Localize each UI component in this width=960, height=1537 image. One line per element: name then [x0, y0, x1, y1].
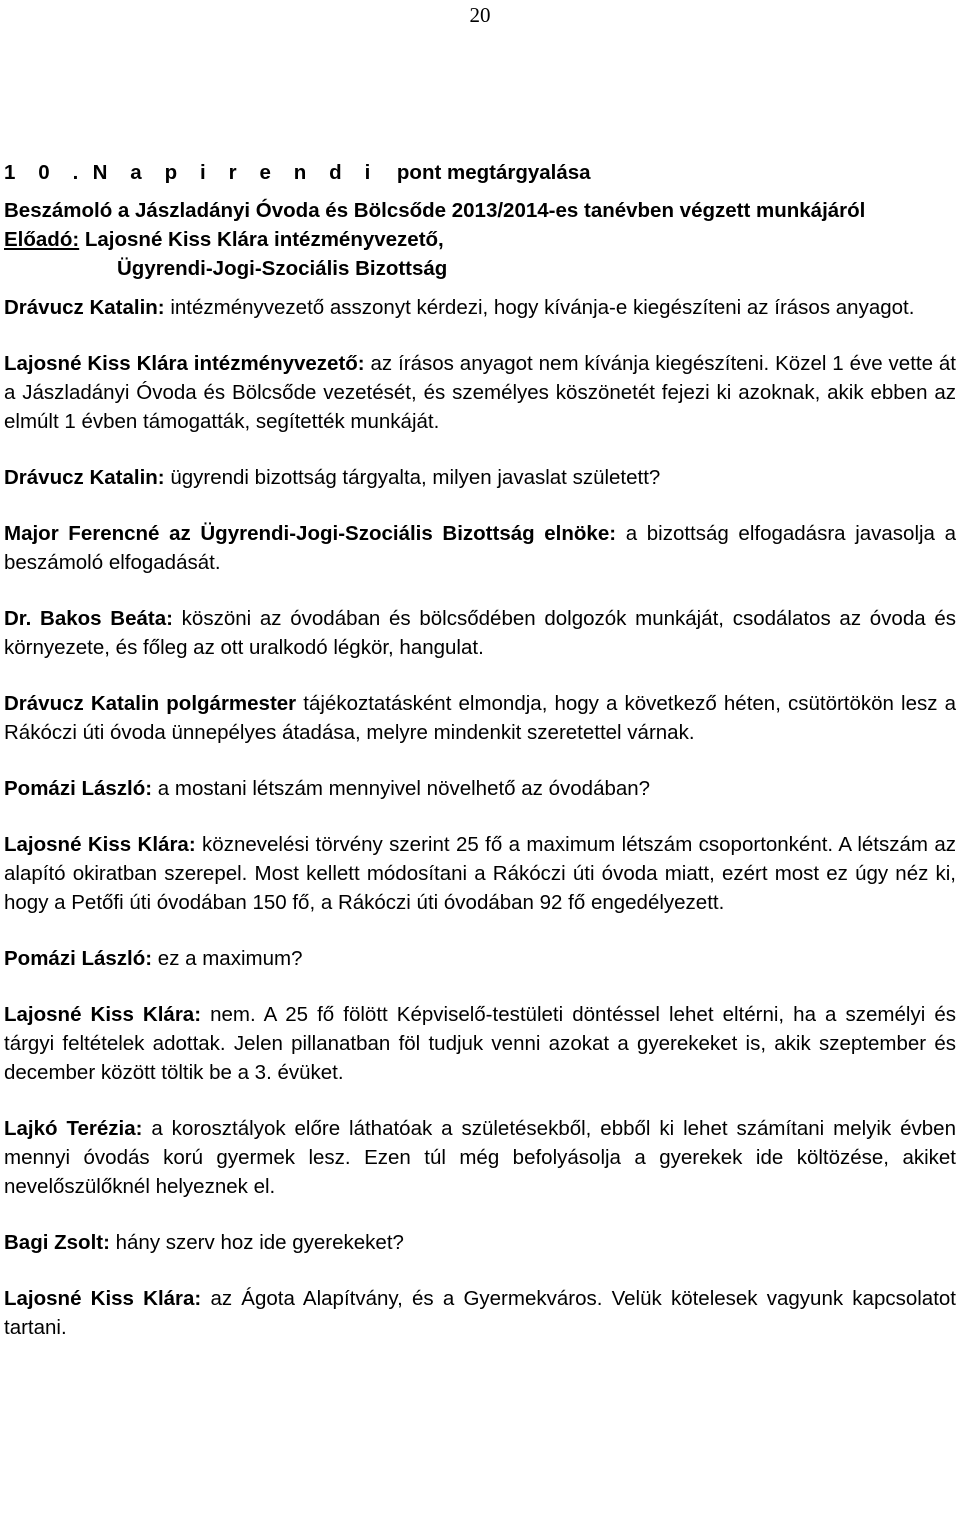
speaker-name: Lajkó Terézia:	[4, 1117, 143, 1140]
agenda-heading	[4, 158, 956, 187]
speaker-name: Lajosné Kiss Klára intézményvezető:	[4, 352, 365, 375]
paragraph	[4, 1284, 956, 1342]
paragraph	[4, 689, 956, 747]
paragraph-text: köszöni az óvodában és bölcsődében dolgozók munkáját, csodálatos az óvoda és környezete, és főleg az ott uralkodó légkör, hangulat.	[4, 607, 956, 659]
paragraph-text: a korosztályok előre láthatóak a születésekből, ebből ki lehet számítani melyik évben mennyi óvodás korú gyermek lesz. Ezen túl még befolyásolja a gyerekek ide költözése, akiket nevelőszülőknél helyeznek el.	[4, 1117, 956, 1198]
speaker-name: Dr. Bakos Beáta:	[4, 607, 173, 630]
speaker-name: Bagi Zsolt:	[4, 1231, 110, 1254]
agenda-title: Beszámoló a Jászladányi Óvoda és Bölcsőde 2013/2014-es tanévben végzett munkájáról	[4, 199, 866, 222]
speaker-name: Drávucz Katalin polgármester	[4, 692, 297, 715]
paragraph	[4, 293, 956, 322]
paragraph-text: az írásos anyagot nem kívánja kiegészíteni. Közel 1 éve vette át a Jászladányi Óvoda és Bölcsőde vezetését, és személyes köszönetét fejezi ki azoknak, akik ebben az elmúlt 1 évben támogatták, segítették munkáját.	[4, 352, 956, 433]
speaker-name: Lajosné Kiss Klára:	[4, 1287, 202, 1310]
speaker-name: Pomázi László:	[4, 947, 153, 970]
paragraph-text: hány szerv hoz ide gyerekeket?	[109, 1231, 404, 1254]
paragraph-text: a mostani létszám mennyivel növelhető az óvodában?	[152, 777, 651, 800]
agenda-rest: pont megtárgyalása	[396, 161, 591, 184]
paragraph	[4, 1228, 956, 1257]
paragraph	[4, 463, 956, 492]
speaker-name: Major Ferencné az Ügyrendi-Jogi-Szociális Bizottság elnöke:	[4, 522, 617, 545]
paragraph-text: ez a maximum?	[152, 947, 303, 970]
paragraph	[4, 519, 956, 577]
speaker-name: Lajosné Kiss Klára:	[4, 1003, 202, 1026]
presenter-block	[4, 225, 956, 283]
paragraph	[4, 774, 956, 803]
paragraph-text: a bizottság elfogadásra javasolja a beszámoló elfogadását.	[4, 522, 956, 574]
paragraph	[4, 1000, 956, 1087]
paragraph-text: tájékoztatásként elmondja, hogy a következő héten, csütörtökön lesz a Rákóczi úti óvoda ünnepélyes átadása, melyre mindenkit szeretettel várnak.	[4, 692, 956, 744]
speaker-name: Pomázi László:	[4, 777, 153, 800]
paragraph-text: intézményvezető asszonyt kérdezi, hogy kívánja-e kiegészíteni az írásos anyagot.	[164, 296, 915, 319]
paragraph	[4, 944, 956, 973]
agenda-napirendi: N a p i r e n d i	[92, 161, 379, 184]
presenter-line2: Ügyrendi-Jogi-Szociális Bizottság	[117, 257, 448, 280]
paragraph-text: köznevelési törvény szerint 25 fő a maximum létszám csoportonként. A létszám az alapító okiratban szerepel. Most kellett módosítani a Rákóczi úti óvoda miatt, ezért most ez úgy néz ki, hogy a Petőfi úti óvodában 150 fő, a Rákóczi úti óvodában 92 fő engedélyezett.	[4, 833, 956, 914]
presenter-label: Előadó:	[4, 228, 80, 251]
paragraph	[4, 604, 956, 662]
document-body	[4, 158, 956, 1342]
speaker-name: Lajosné Kiss Klára:	[4, 833, 196, 856]
paragraph	[4, 1114, 956, 1201]
speaker-name: Drávucz Katalin:	[4, 466, 165, 489]
presenter-line1: Lajosné Kiss Klára intézményvezető,	[84, 228, 444, 251]
paragraph	[4, 349, 956, 436]
speaker-name: Drávucz Katalin:	[4, 296, 165, 319]
paragraph	[4, 830, 956, 917]
paragraph-text: ügyrendi bizottság tárgyalta, milyen javaslat született?	[164, 466, 661, 489]
agenda-number: 1 0 .	[4, 161, 87, 184]
paragraph-text: az Ágota Alapítvány, és a Gyermekváros. Velük kötelesek vagyunk kapcsolatot tartani.	[4, 1287, 956, 1339]
page-number: 20	[469, 3, 491, 27]
paragraph-text: nem. A 25 fő fölött Képviselő-testületi döntéssel lehet eltérni, ha a személyi és tárgyi feltételek adottak. Jelen pillanatban föl tudjuk venni azokat a gyerekeket is, akik szeptember és december között töltik be a 3. évüket.	[4, 1003, 956, 1084]
